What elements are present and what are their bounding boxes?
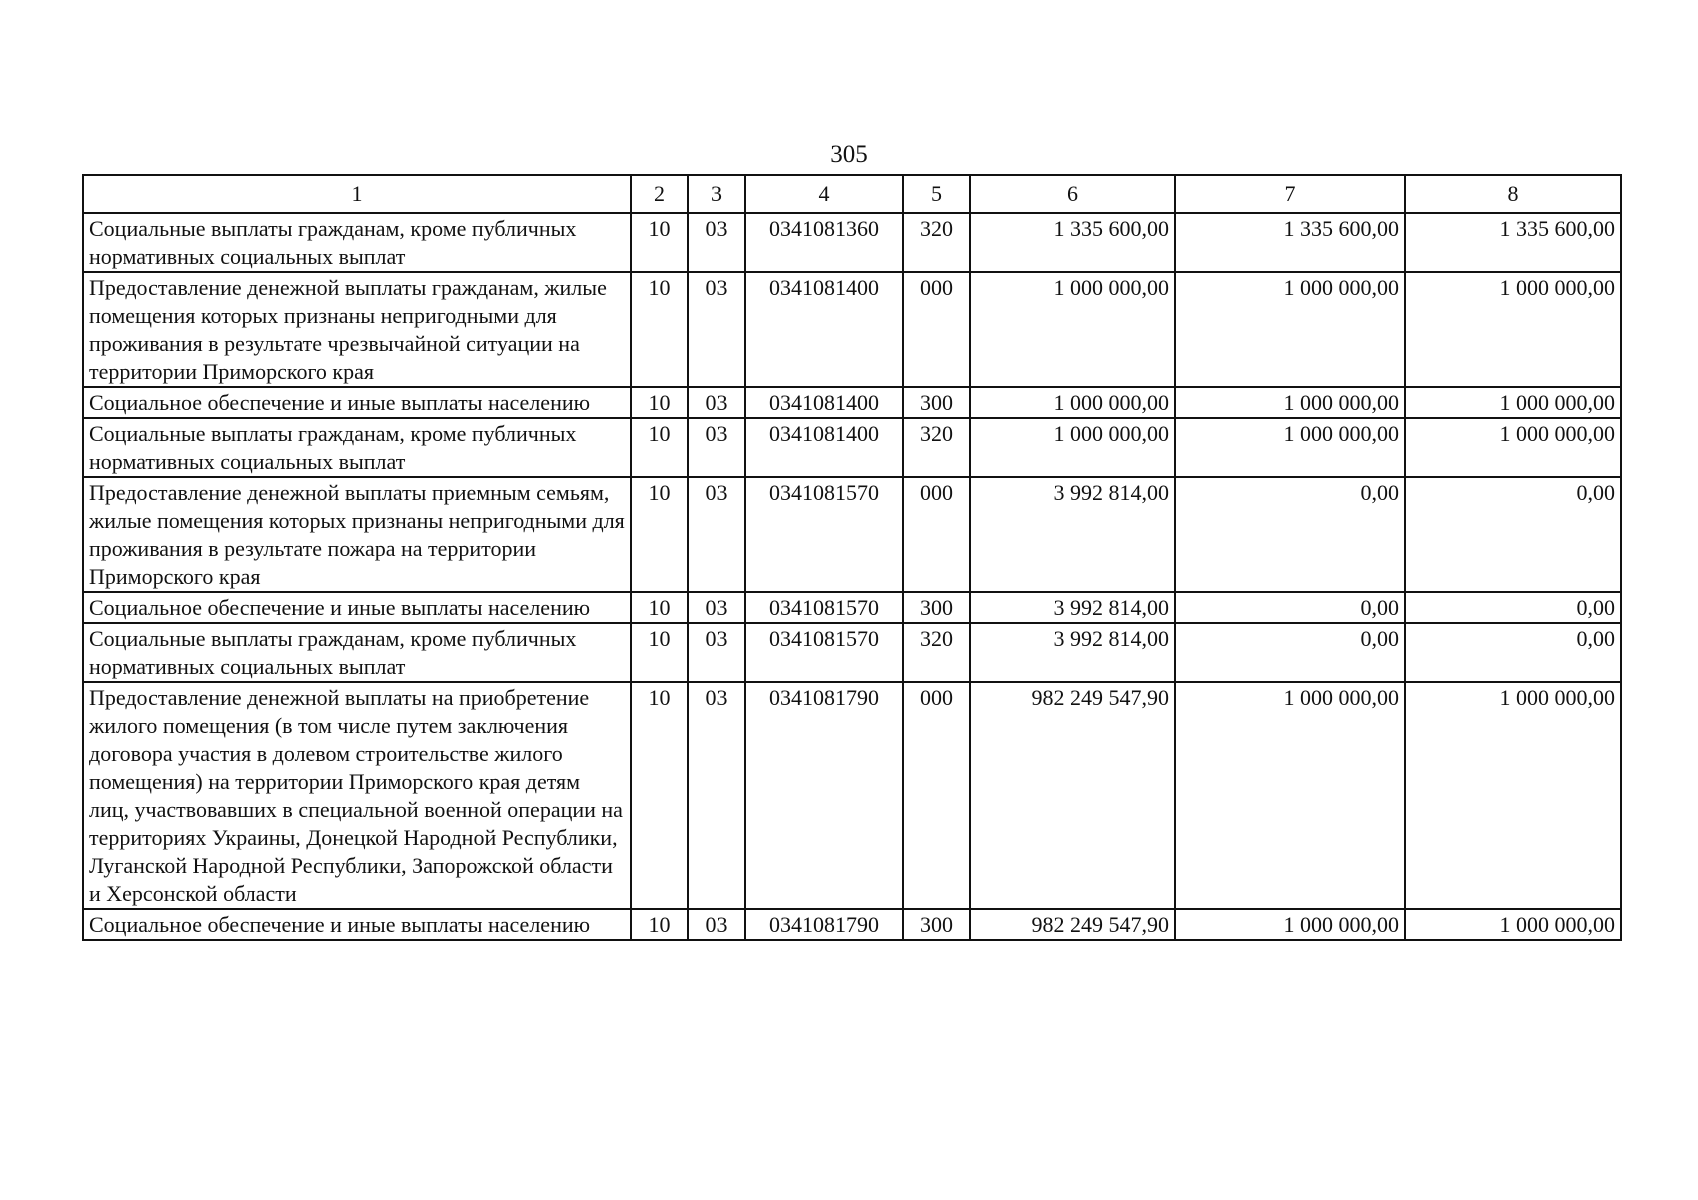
row-target-code: 0341081400 — [745, 272, 903, 387]
table-row — [83, 272, 1621, 387]
row-subsection: 03 — [688, 623, 745, 682]
column-header: 2 — [631, 175, 688, 213]
row-target-code: 0341081570 — [745, 592, 903, 623]
table-row — [83, 387, 1621, 418]
row-amount-col6: 1 000 000,00 — [970, 387, 1175, 418]
column-header: 3 — [688, 175, 745, 213]
row-type-code: 000 — [903, 477, 970, 592]
row-target-code: 0341081570 — [745, 477, 903, 592]
column-header: 6 — [970, 175, 1175, 213]
row-type-code: 320 — [903, 418, 970, 477]
row-subsection: 03 — [688, 387, 745, 418]
row-amount-col8: 1 000 000,00 — [1405, 909, 1621, 940]
row-amount-col6: 1 000 000,00 — [970, 418, 1175, 477]
row-section: 10 — [631, 682, 688, 909]
row-amount-col8: 1 000 000,00 — [1405, 418, 1621, 477]
row-target-code: 0341081360 — [745, 213, 903, 272]
row-amount-col7: 0,00 — [1175, 623, 1405, 682]
row-section: 10 — [631, 623, 688, 682]
row-type-code: 320 — [903, 213, 970, 272]
row-amount-col7: 0,00 — [1175, 592, 1405, 623]
row-amount-col8: 0,00 — [1405, 592, 1621, 623]
row-type-code: 000 — [903, 682, 970, 909]
row-subsection: 03 — [688, 477, 745, 592]
row-amount-col7: 1 000 000,00 — [1175, 682, 1405, 909]
row-amount-col6: 1 335 600,00 — [970, 213, 1175, 272]
table-row — [83, 418, 1621, 477]
row-target-code: 0341081400 — [745, 418, 903, 477]
row-amount-col8: 0,00 — [1405, 623, 1621, 682]
column-header: 5 — [903, 175, 970, 213]
row-amount-col6: 982 249 547,90 — [970, 682, 1175, 909]
row-amount-col7: 1 335 600,00 — [1175, 213, 1405, 272]
row-target-code: 0341081790 — [745, 909, 903, 940]
column-header: 8 — [1405, 175, 1621, 213]
row-section: 10 — [631, 909, 688, 940]
row-section: 10 — [631, 272, 688, 387]
row-amount-col6: 3 992 814,00 — [970, 623, 1175, 682]
row-amount-col6: 3 992 814,00 — [970, 592, 1175, 623]
row-name: Социальное обеспечение и иные выплаты населению — [83, 909, 631, 940]
row-name: Предоставление денежной выплаты гражданам, жилые помещения которых признаны непригодными для проживания в результате чрезвычайной ситуации на территории Приморского края — [83, 272, 631, 387]
row-amount-col7: 1 000 000,00 — [1175, 418, 1405, 477]
row-section: 10 — [631, 418, 688, 477]
column-header: 7 — [1175, 175, 1405, 213]
row-type-code: 300 — [903, 909, 970, 940]
row-target-code: 0341081400 — [745, 387, 903, 418]
table-row — [83, 592, 1621, 623]
row-subsection: 03 — [688, 272, 745, 387]
row-amount-col6: 1 000 000,00 — [970, 272, 1175, 387]
header-row — [83, 175, 1621, 213]
row-amount-col7: 1 000 000,00 — [1175, 387, 1405, 418]
table-row — [83, 477, 1621, 592]
row-amount-col6: 982 249 547,90 — [970, 909, 1175, 940]
row-subsection: 03 — [688, 682, 745, 909]
row-amount-col7: 1 000 000,00 — [1175, 272, 1405, 387]
row-name: Социальное обеспечение и иные выплаты населению — [83, 387, 631, 418]
row-name: Социальные выплаты гражданам, кроме публичных нормативных социальных выплат — [83, 623, 631, 682]
row-subsection: 03 — [688, 418, 745, 477]
row-target-code: 0341081570 — [745, 623, 903, 682]
row-type-code: 300 — [903, 387, 970, 418]
table-row — [83, 909, 1621, 940]
table-row — [83, 682, 1621, 909]
row-subsection: 03 — [688, 213, 745, 272]
row-amount-col7: 1 000 000,00 — [1175, 909, 1405, 940]
budget-table — [82, 174, 1622, 941]
row-name: Социальное обеспечение и иные выплаты населению — [83, 592, 631, 623]
row-subsection: 03 — [688, 909, 745, 940]
row-name: Социальные выплаты гражданам, кроме публичных нормативных социальных выплат — [83, 213, 631, 272]
row-section: 10 — [631, 213, 688, 272]
row-type-code: 000 — [903, 272, 970, 387]
column-header: 1 — [83, 175, 631, 213]
row-name: Предоставление денежной выплаты приемным семьям, жилые помещения которых признаны непригодными для проживания в результате пожара на территории Приморского края — [83, 477, 631, 592]
row-amount-col8: 1 000 000,00 — [1405, 272, 1621, 387]
row-amount-col7: 0,00 — [1175, 477, 1405, 592]
row-name: Социальные выплаты гражданам, кроме публичных нормативных социальных выплат — [83, 418, 631, 477]
row-target-code: 0341081790 — [745, 682, 903, 909]
row-section: 10 — [631, 477, 688, 592]
row-section: 10 — [631, 592, 688, 623]
row-amount-col6: 3 992 814,00 — [970, 477, 1175, 592]
table-row — [83, 213, 1621, 272]
table-row — [83, 623, 1621, 682]
row-subsection: 03 — [688, 592, 745, 623]
row-amount-col8: 1 000 000,00 — [1405, 387, 1621, 418]
row-type-code: 320 — [903, 623, 970, 682]
row-amount-col8: 1 000 000,00 — [1405, 682, 1621, 909]
column-header: 4 — [745, 175, 903, 213]
page-number: 305 — [830, 141, 868, 168]
row-amount-col8: 1 335 600,00 — [1405, 213, 1621, 272]
row-amount-col8: 0,00 — [1405, 477, 1621, 592]
row-name: Предоставление денежной выплаты на приобретение жилого помещения (в том числе путем заключения договора участия в долевом строительстве жилого помещения) на территории Приморского края детям лиц, участвовавших в специальной военной операции на территориях Украины, Донецкой Народной Республики, Луганской Народной Республики, Запорожской области и Херсонской области — [83, 682, 631, 909]
row-section: 10 — [631, 387, 688, 418]
row-type-code: 300 — [903, 592, 970, 623]
